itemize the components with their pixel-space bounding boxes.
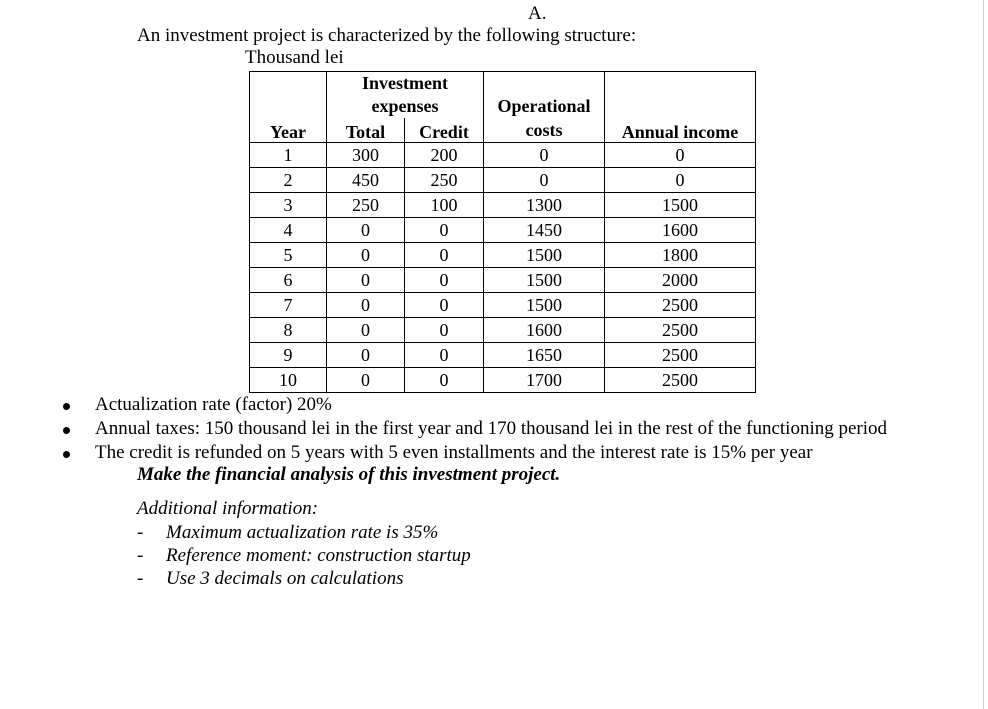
cell-credit: 250 [405, 168, 484, 193]
cell-credit: 0 [405, 343, 484, 368]
cell-total: 0 [327, 293, 405, 318]
cell-total: 300 [327, 143, 405, 168]
cell-annual-income: 2000 [605, 268, 756, 293]
cell-year: 4 [250, 218, 327, 243]
header-year: Year [250, 72, 327, 143]
cell-operational-costs: 1700 [484, 368, 605, 393]
cell-annual-income: 1800 [605, 243, 756, 268]
cell-operational-costs: 0 [484, 143, 605, 168]
table-row [250, 243, 756, 268]
cell-year: 2 [250, 168, 327, 193]
investment-table [249, 71, 756, 393]
cell-operational-costs: 1500 [484, 268, 605, 293]
cell-annual-income: 2500 [605, 318, 756, 343]
cell-credit: 0 [405, 243, 484, 268]
cell-credit: 0 [405, 293, 484, 318]
cell-annual-income: 2500 [605, 293, 756, 318]
cell-year: 5 [250, 243, 327, 268]
list-item: Actualization rate (factor) 20% [0, 394, 988, 418]
list-item: Annual taxes: 150 thousand lei in the first year and 170 thousand lei in the rest of the functioning period [0, 418, 988, 442]
table-row [250, 343, 756, 368]
cell-operational-costs: 1500 [484, 243, 605, 268]
cell-credit: 0 [405, 318, 484, 343]
cell-year: 3 [250, 193, 327, 218]
cell-annual-income: 1500 [605, 193, 756, 218]
cell-credit: 0 [405, 218, 484, 243]
cell-operational-costs: 1300 [484, 193, 605, 218]
cell-credit: 0 [405, 368, 484, 393]
bullet-icon [63, 403, 70, 410]
cell-total: 0 [327, 318, 405, 343]
table-row [250, 143, 756, 168]
table-header-row [250, 72, 756, 119]
cell-operational-costs: 0 [484, 168, 605, 193]
cell-annual-income: 2500 [605, 343, 756, 368]
cell-operational-costs: 1500 [484, 293, 605, 318]
cell-total: 250 [327, 193, 405, 218]
cell-total: 0 [327, 343, 405, 368]
cell-total: 0 [327, 268, 405, 293]
cell-operational-costs: 1600 [484, 318, 605, 343]
cell-annual-income: 1600 [605, 218, 756, 243]
bullet-icon [63, 451, 70, 458]
header-credit: Credit [405, 118, 484, 143]
cell-annual-income: 0 [605, 168, 756, 193]
header-total: Total [327, 118, 405, 143]
cell-operational-costs: 1450 [484, 218, 605, 243]
cell-operational-costs: 1650 [484, 343, 605, 368]
cell-year: 6 [250, 268, 327, 293]
table-row [250, 368, 756, 393]
header-investment-expenses: Investment expenses [327, 72, 484, 119]
cell-credit: 200 [405, 143, 484, 168]
cell-year: 10 [250, 368, 327, 393]
list-item: The credit is refunded on 5 years with 5 even installments and the interest rate is 15% per year [0, 442, 988, 466]
unit-label: Thousand lei [245, 47, 344, 68]
cell-annual-income: 2500 [605, 368, 756, 393]
header-annual-income: Annual income [605, 72, 756, 143]
page-edge-rule [983, 0, 984, 709]
table-row [250, 293, 756, 318]
cell-year: 1 [250, 143, 327, 168]
intro-text: An investment project is characterized by the following structure: [137, 25, 637, 46]
header-operational-costs: Operational costs [484, 72, 605, 143]
table-row [250, 168, 756, 193]
section-heading: A. [528, 3, 547, 24]
cell-year: 9 [250, 343, 327, 368]
cell-total: 0 [327, 243, 405, 268]
table-row [250, 218, 756, 243]
cell-credit: 0 [405, 268, 484, 293]
bullet-list [0, 394, 988, 466]
cell-total: 0 [327, 368, 405, 393]
task-statement: Make the financial analysis of this investment project. [137, 464, 561, 485]
cell-year: 7 [250, 293, 327, 318]
cell-annual-income: 0 [605, 143, 756, 168]
table-row [250, 193, 756, 218]
table-row [250, 318, 756, 343]
cell-total: 450 [327, 168, 405, 193]
table-row [250, 268, 756, 293]
cell-total: 0 [327, 218, 405, 243]
cell-credit: 100 [405, 193, 484, 218]
bullet-icon [63, 427, 70, 434]
additional-info-title: Additional information: [137, 498, 319, 519]
cell-year: 8 [250, 318, 327, 343]
